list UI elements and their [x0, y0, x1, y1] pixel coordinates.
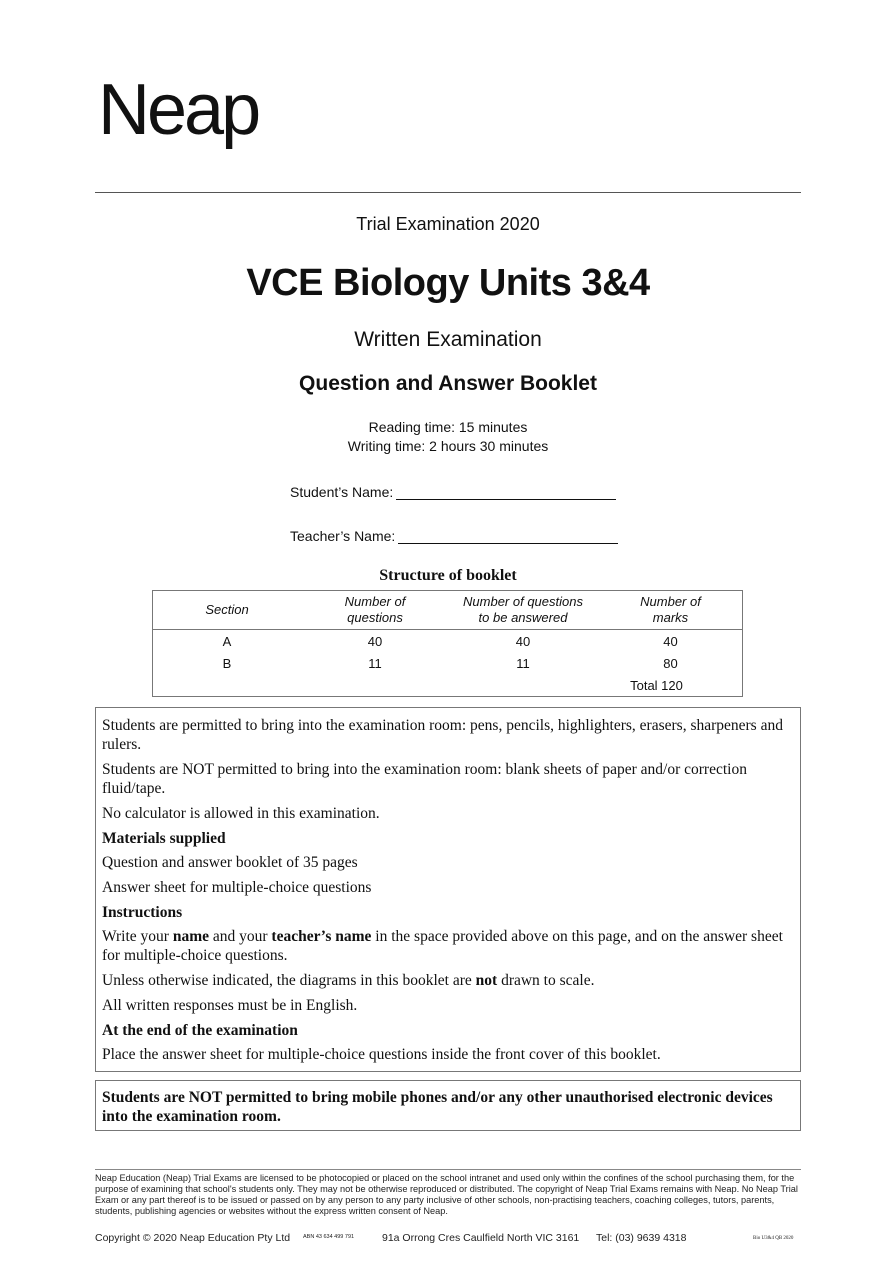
- neap-logo: Neap: [98, 70, 259, 150]
- end-of-exam-item: Place the answer sheet for multiple-choice questions inside the front cover of this booklet.: [102, 1046, 661, 1063]
- writing-time: Writing time: 2 hours 30 minutes: [347, 438, 549, 454]
- student-name-row: [290, 484, 616, 500]
- header-cell-number-of-questions: Number of questions: [344, 594, 406, 625]
- table-cell: 40: [515, 634, 531, 649]
- instructions-heading: Instructions: [102, 904, 183, 921]
- structure-table: [152, 590, 743, 697]
- exam-trial-label: Trial Examination 2020: [356, 214, 540, 234]
- permitted-items: Students are permitted to bring into the examination room: pens, pencils, highlighters, erasers, sharpeners and rulers.: [102, 717, 783, 753]
- abn: ABN 43 634 499 791: [303, 1234, 355, 1240]
- legal-notice: Neap Education (Neap) Trial Exams are licensed to be photocopied or placed on the school intranet and used only within the confines of the school purchasing them, for the purpose of examining that school's students only. They may not be otherwise reproduced or distributed. The copyright of Neap Trial Exams remains with Neap. No Neap Trial Exam or any part thereof is to be issued or passed on by any person to any party inclusive of other schools, non-practising teachers, coaching colleges, tutors, parents, students, publishing agencies or websites without the express written consent of Neap.: [95, 1173, 798, 1216]
- exam-subtitle: Written Examination: [354, 328, 542, 351]
- header-cell-section: Section: [205, 602, 249, 617]
- materials-heading: Materials supplied: [102, 830, 226, 847]
- exam-title: VCE Biology Units 3&4: [246, 262, 650, 304]
- structure-title: Structure of booklet: [379, 567, 517, 584]
- instruction-item: Write your name and your teacher’s name in the space provided above on this page, and on the answer sheet for multiple-choice questions.: [102, 928, 783, 964]
- footer-divider: [95, 1169, 801, 1170]
- instructions-box: [95, 707, 801, 1072]
- table-cell: 80: [663, 656, 678, 671]
- calculator-note: No calculator is allowed in this examination.: [102, 805, 380, 822]
- copyright: Copyright © 2020 Neap Education Pty Ltd: [95, 1232, 291, 1244]
- table-cell: 40: [663, 634, 678, 649]
- mobile-phone-warning: Students are NOT permitted to bring mobile phones and/or any other unauthorised electronic devices into the examination room.: [95, 1080, 801, 1131]
- booklet-title: Question and Answer Booklet: [299, 372, 597, 395]
- reading-time: Reading time: 15 minutes: [368, 419, 528, 435]
- header-cell-number-of-marks: Number of marks: [640, 594, 701, 625]
- materials-item: Question and answer booklet of 35 pages: [102, 854, 358, 871]
- materials-item: Answer sheet for multiple-choice questions: [102, 879, 372, 896]
- header-divider: [95, 192, 801, 193]
- total-marks: Total 120: [630, 678, 683, 693]
- telephone: Tel: (03) 9639 4318: [596, 1232, 687, 1244]
- document-code: Bio U3&4 QB 2020: [753, 1236, 794, 1241]
- teacher-name-row: [290, 528, 618, 544]
- table-cell: B: [222, 656, 232, 671]
- table-cell: 11: [368, 656, 382, 671]
- table-cell: A: [222, 634, 232, 649]
- table-cell: 11: [516, 656, 530, 671]
- table-cell: 40: [367, 634, 383, 649]
- end-of-exam-heading: At the end of the examination: [102, 1022, 298, 1039]
- address: 91a Orrong Cres Caulfield North VIC 3161: [382, 1232, 580, 1244]
- instruction-item: All written responses must be in English.: [102, 997, 358, 1014]
- student-name-label: Student’s Name:: [290, 484, 394, 500]
- footer-contact-row: [95, 1232, 801, 1246]
- header-cell-to-be-answered: Number of questions to be answered: [463, 594, 583, 625]
- instruction-item: Unless otherwise indicated, the diagrams in this booklet are not drawn to scale.: [102, 972, 595, 989]
- teacher-name-field[interactable]: [398, 529, 618, 544]
- not-permitted-items: Students are NOT permitted to bring into the examination room: blank sheets of paper and/or correction fluid/tape.: [102, 761, 747, 797]
- student-name-field[interactable]: [396, 485, 616, 500]
- teacher-name-label: Teacher’s Name:: [290, 528, 396, 544]
